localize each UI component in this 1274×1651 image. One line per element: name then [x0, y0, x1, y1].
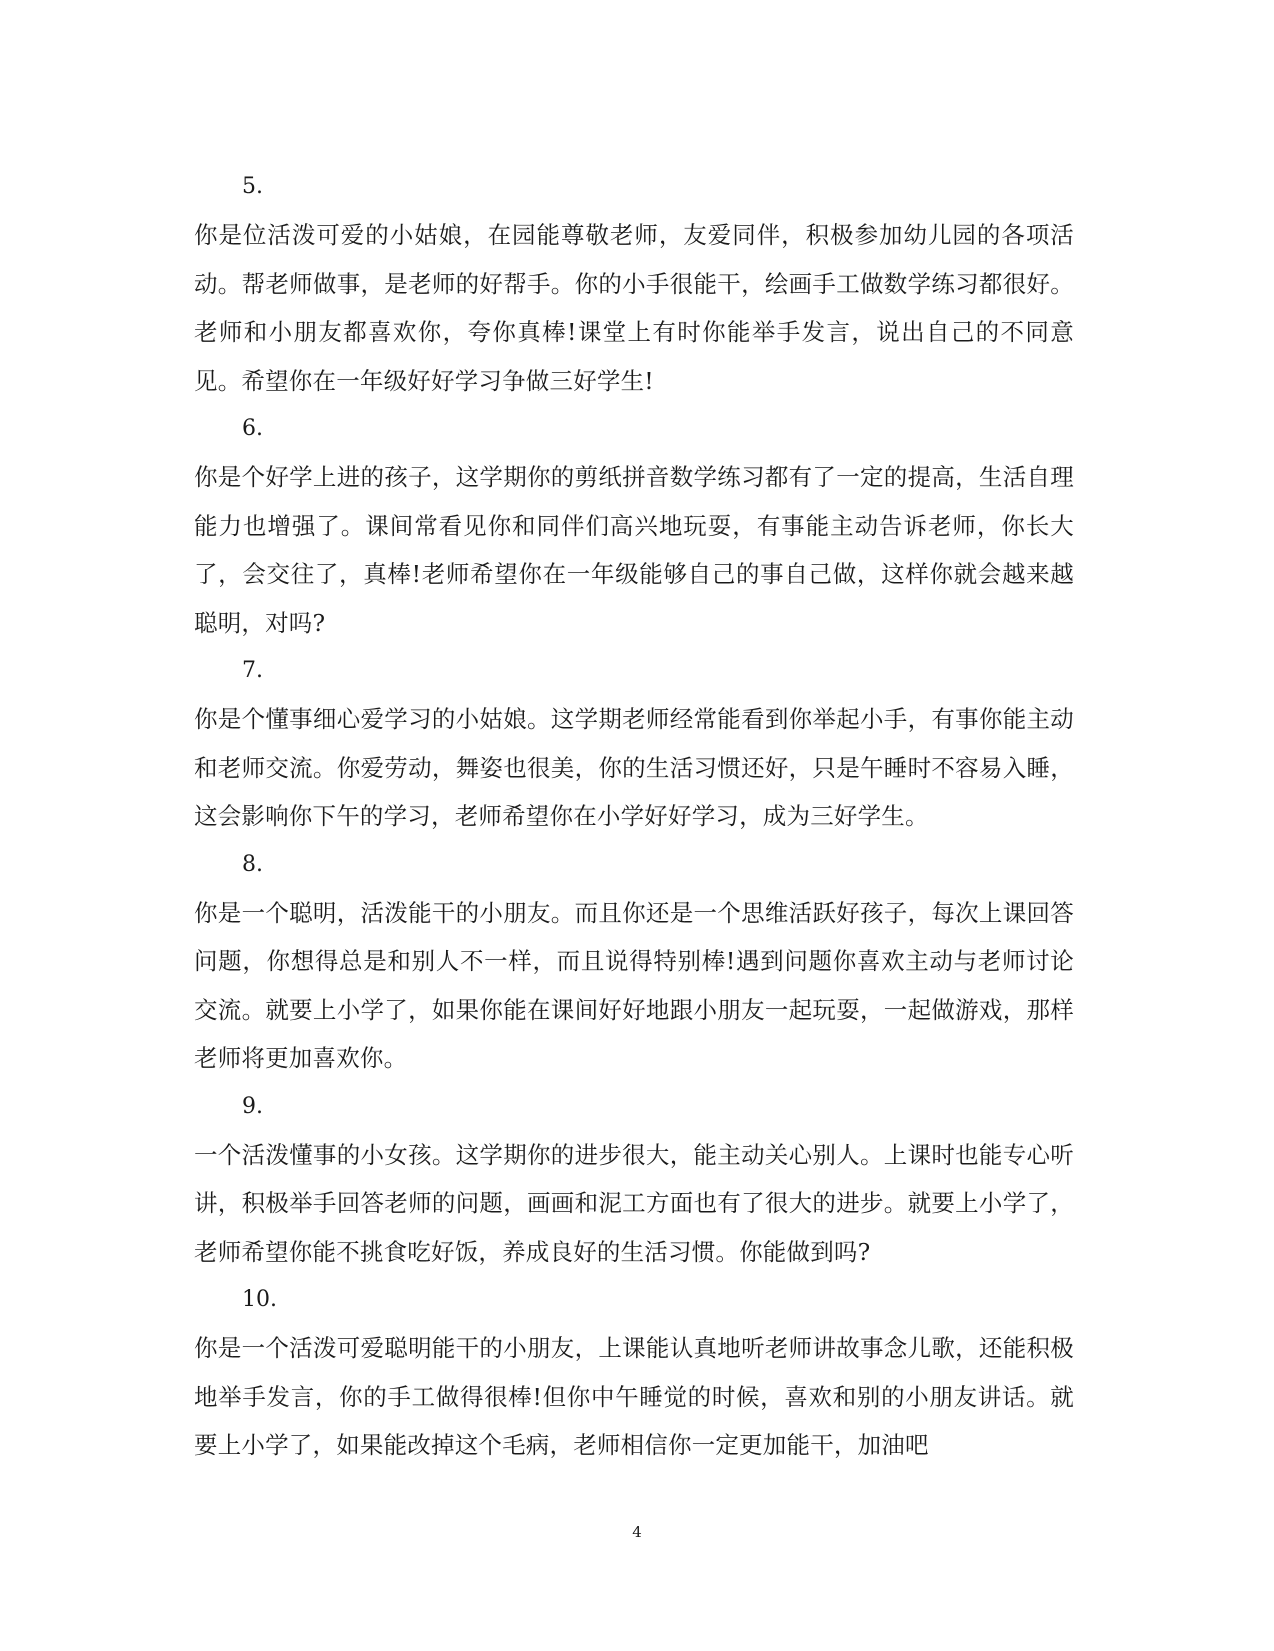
entry-number: 9.: [242, 1093, 263, 1119]
entry-number: 6.: [242, 416, 263, 441]
entry-text: 一个活泼懂事的小女孩。这学期你的进步很大，能主动关心别人。上课时也能专心听讲，积极举手回答老师的问题，画画和泥工方面也有了很大的进步。就要上小学了，老师希望你能不挑食吃好饭，养成良好的生活习惯。你能做到吗?: [194, 1140, 1074, 1266]
comment-entry-8: [194, 841, 1074, 1083]
entry-number: 10.: [242, 1287, 277, 1312]
entry-number: 5.: [242, 174, 263, 199]
entry-text: 你是位活泼可爱的小姑娘，在园能尊敬老师，友爱同伴，积极参加幼儿园的各项活动。帮老师做事，是老师的好帮手。你的小手很能干，绘画手工做数学练习都很好。老师和小朋友都喜欢你，夸你真棒!课堂上有时你能举手发言，说出自己的不同意见。希望你在一年级好好学习争做三好学生!: [194, 221, 1074, 395]
comment-entry-10: [194, 1276, 1074, 1470]
entry-text: 你是个好学上进的孩子，这学期你的剪纸拼音数学练习都有了一定的提高，生活自理能力也增强了。课间常看见你和同伴们高兴地玩耍，有事能主动告诉老师，你长大了，会交往了，真棒!老师希望你在一年级能够自己的事自己做，这样你就会越来越聪明，对吗?: [194, 463, 1074, 637]
comment-entry-7: [194, 647, 1074, 841]
entry-number: 8.: [242, 851, 263, 877]
comment-entry-9: [194, 1083, 1074, 1277]
page-number: 4: [632, 1523, 642, 1541]
entry-text: 你是一个活泼可爱聪明能干的小朋友，上课能认真地听老师讲故事念儿歌，还能积极地举手发言，你的手工做得很棒!但你中午睡觉的时候，喜欢和别的小朋友讲话。就要上小学了，如果能改掉这个毛病，老师相信你一定更加能干，加油吧: [194, 1334, 1074, 1459]
entry-number: 7.: [242, 658, 263, 683]
entry-text: 你是一个聪明，活泼能干的小朋友。而且你还是一个思维活跃好孩子，每次上课回答问题，你想得总是和别人不一样，而且说得特别棒!遇到问题你喜欢主动与老师讨论交流。就要上小学了，如果你能在课间好好地跟小朋友一起玩耍，一起做游戏，那样老师将更加喜欢你。: [194, 898, 1074, 1072]
document-body: [194, 163, 1074, 1470]
comment-entry-5: [194, 163, 1074, 405]
comment-entry-6: [194, 405, 1074, 647]
entry-text: 你是个懂事细心爱学习的小姑娘。这学期老师经常能看到你举起小手，有事你能主动和老师交流。你爱劳动，舞姿也很美，你的生活习惯还好，只是午睡时不容易入睡，这会影响你下午的学习，老师希望你在小学好好学习，成为三好学生。: [194, 705, 1074, 830]
